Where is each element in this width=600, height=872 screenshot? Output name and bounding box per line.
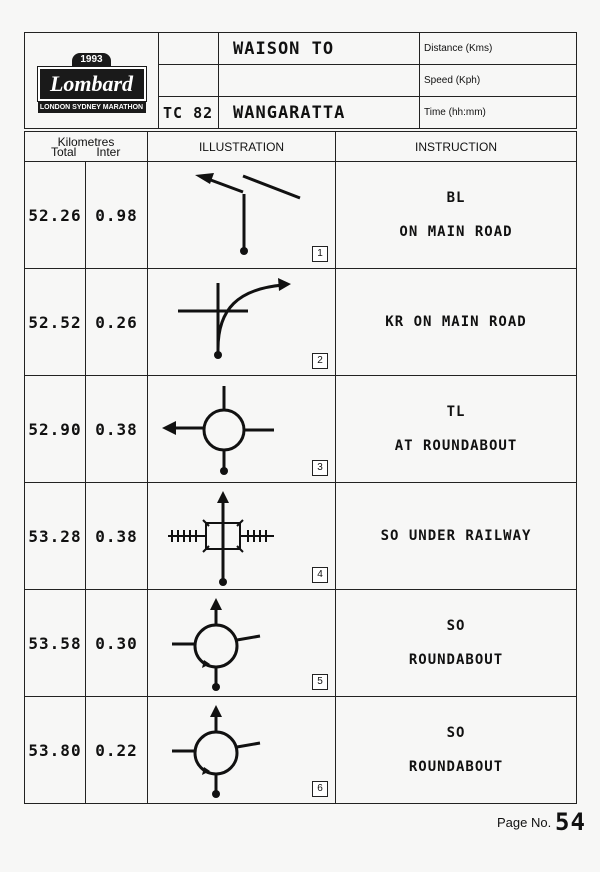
instruction-header: INSTRUCTION: [336, 132, 577, 162]
instruction-line-2: ON MAIN ROAD: [399, 224, 513, 240]
illustration-cell: [148, 269, 336, 376]
roundabout-straight-icon: [148, 697, 333, 803]
illustration-cell: [148, 697, 336, 804]
blank-cell: [159, 65, 219, 97]
total-km: 52.52: [25, 269, 86, 376]
instruction-row: [25, 590, 577, 697]
illustration-header: ILLUSTRATION: [148, 132, 336, 162]
step-number: 5: [312, 674, 328, 690]
step-number: 1: [312, 246, 328, 262]
inter-km: 0.26: [86, 269, 148, 376]
kilometres-header: [25, 132, 148, 162]
page-number: 54: [555, 808, 586, 836]
keep-right-junction-icon: [148, 269, 333, 375]
instruction-line-2: ROUNDABOUT: [408, 652, 504, 668]
total-label: Total: [50, 144, 77, 159]
instruction-cell: [336, 697, 577, 804]
railway-underpass-icon: [148, 483, 333, 589]
total-km: 53.80: [25, 697, 86, 804]
page-label: Page No.: [497, 815, 552, 830]
inter-km: 0.30: [86, 590, 148, 697]
route-to: WANGARATTA: [219, 97, 420, 129]
inter-label: Inter: [96, 144, 121, 159]
speed-label: Speed (Kph): [420, 65, 577, 97]
bear-left-junction-icon: [148, 162, 333, 268]
illustration-cell: [148, 590, 336, 697]
inter-km: 0.22: [86, 697, 148, 804]
blank-cell: [159, 33, 219, 65]
logo-name: Lombard: [38, 67, 146, 101]
instruction-cell: [336, 483, 577, 590]
instruction-row: [25, 697, 577, 804]
instruction-row: [25, 269, 577, 376]
instruction-line-1: SO: [446, 618, 466, 634]
step-number: 3: [312, 460, 328, 476]
stage-header: [24, 32, 577, 129]
instruction-row: [25, 376, 577, 483]
instruction-cell: [336, 590, 577, 697]
instruction-row: [25, 483, 577, 590]
total-km: 53.28: [25, 483, 86, 590]
total-km: 52.26: [25, 162, 86, 269]
time-label: Time (hh:mm): [420, 97, 577, 129]
tulip-table: [24, 131, 577, 804]
time-control-number: TC 82: [159, 97, 219, 129]
logo-cell: [25, 33, 159, 129]
lombard-logo: [38, 49, 146, 113]
distance-label: Distance (Kms): [420, 33, 577, 65]
logo-subtitle: LONDON SYDNEY MARATHON: [38, 102, 146, 113]
instruction-line-1: SO UNDER RAILWAY: [380, 528, 532, 544]
kilometres-label: Kilometres: [57, 134, 115, 149]
illustration-cell: [148, 162, 336, 269]
blank-cell: [219, 65, 420, 97]
step-number: 4: [312, 567, 328, 583]
inter-km: 0.38: [86, 483, 148, 590]
inter-km: 0.98: [86, 162, 148, 269]
total-km: 52.90: [25, 376, 86, 483]
roundabout-left-icon: [148, 376, 333, 482]
instruction-line-1: SO: [446, 725, 466, 741]
instruction-line-1: KR ON MAIN ROAD: [385, 314, 527, 330]
instruction-cell: [336, 376, 577, 483]
inter-km: 0.38: [86, 376, 148, 483]
roundabout-straight-icon: [148, 590, 333, 696]
illustration-cell: [148, 483, 336, 590]
illustration-cell: [148, 376, 336, 483]
instruction-line-1: TL: [446, 404, 466, 420]
instruction-row: [25, 162, 577, 269]
instruction-cell: [336, 269, 577, 376]
total-km: 53.58: [25, 590, 86, 697]
instruction-line-2: ROUNDABOUT: [408, 759, 504, 775]
logo-year: 1993: [72, 53, 110, 66]
step-number: 2: [312, 353, 328, 369]
instruction-line-1: BL: [446, 190, 466, 206]
instruction-cell: [336, 162, 577, 269]
instruction-line-2: AT ROUNDABOUT: [394, 438, 518, 454]
step-number: 6: [312, 781, 328, 797]
route-from: WAISON TO: [219, 33, 420, 65]
